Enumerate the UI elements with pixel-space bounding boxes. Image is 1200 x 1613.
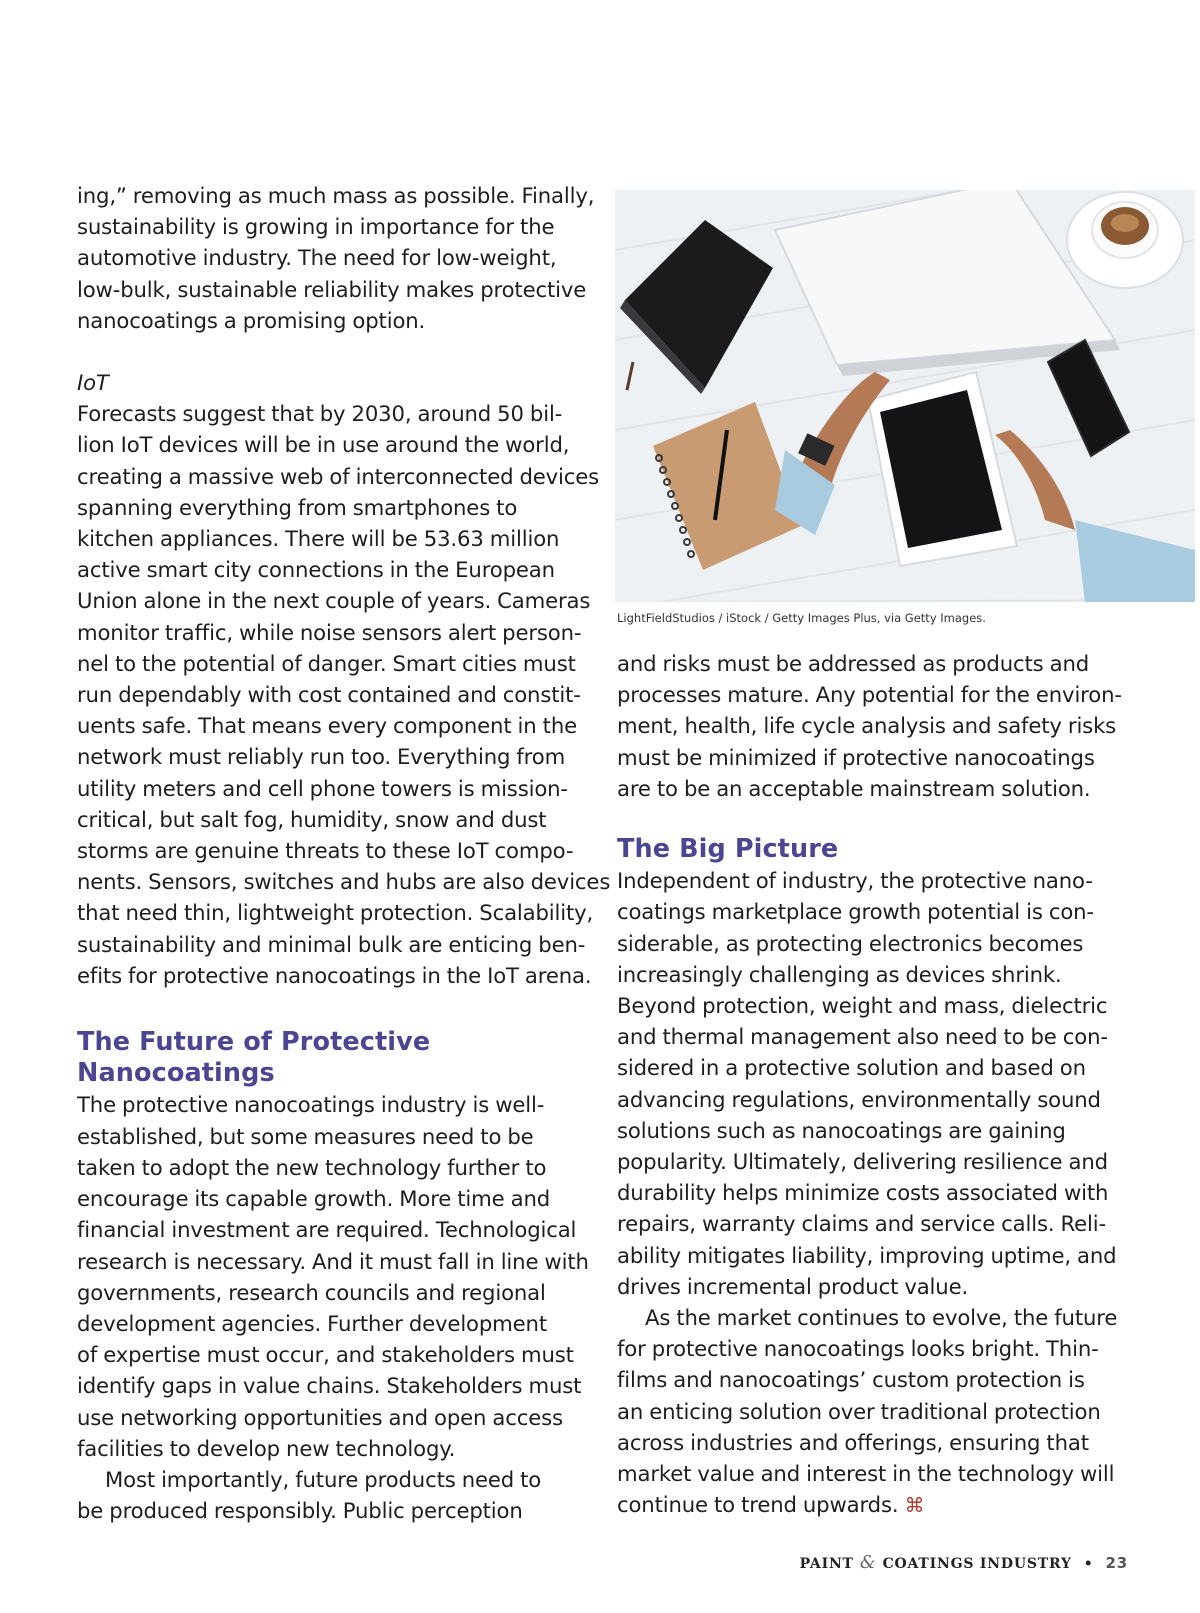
text-line: The protective nanocoatings industry is well- xyxy=(77,1092,545,1118)
text-line: siderable, as protecting electronics becomes xyxy=(617,930,1084,956)
text-line: popularity. Ultimately, delivering resilience and xyxy=(617,1149,1108,1175)
text-line: Most importantly, future products need to xyxy=(105,1466,542,1492)
big-picture-heading: The Big Picture xyxy=(617,834,839,865)
text-line: utility meters and cell phone towers is mission- xyxy=(77,775,568,801)
magazine-name-ampersand: & xyxy=(859,1552,877,1573)
text-line: ing,” removing as much mass as possible. Finally, xyxy=(77,183,595,208)
text-line: identify gaps in value chains. Stakeholders must xyxy=(77,1373,582,1399)
text-line: facilities to develop new technology. xyxy=(77,1435,456,1461)
desk-photo xyxy=(615,190,1195,602)
text-line: sustainability is growing in importance for the xyxy=(77,214,555,240)
text-line: films and nanocoatings’ custom protection is xyxy=(617,1367,1085,1393)
text-line: are to be an acceptable mainstream solution. xyxy=(617,775,1091,801)
text-line: research is necessary. And it must fall in line with xyxy=(77,1248,589,1274)
text-line: automotive industry. The need for low-weight, xyxy=(77,245,557,271)
text-line: of expertise must occur, and stakeholders must xyxy=(77,1342,574,1368)
text-line: must be minimized if protective nanocoatings xyxy=(617,744,1095,770)
important-paragraph xyxy=(77,1464,582,1526)
text-line: drives incremental product value. xyxy=(617,1273,969,1299)
text-line: uents safe. That means every component in the xyxy=(77,713,577,739)
text-line: kitchen appliances. There will be 53.63 million xyxy=(77,526,560,552)
end-mark-icon: ⌘ xyxy=(904,1493,925,1518)
future-heading-line2: Nanocoatings xyxy=(77,1058,275,1089)
future-heading-line1: The Future of Protective xyxy=(77,1027,431,1058)
text-line: network must reliably run too. Everything from xyxy=(77,744,566,770)
right-column xyxy=(617,190,1122,1521)
text-line: advancing regulations, environmentally sound xyxy=(617,1086,1101,1112)
text-line: durability helps minimize costs associated with xyxy=(617,1180,1109,1206)
text-line: coatings marketplace growth potential is con- xyxy=(617,899,1094,925)
iot-paragraph xyxy=(77,398,611,991)
text-line: across industries and offerings, ensuring that xyxy=(617,1429,1089,1455)
text-line: critical, but salt fog, humidity, snow and dust xyxy=(77,806,547,832)
future-heading xyxy=(77,1027,582,1089)
text-line: Independent of industry, the protective nano- xyxy=(617,868,1093,894)
market-last-line-text: continue to trend upwards. xyxy=(617,1492,899,1518)
text-line: processes mature. Any potential for the environ- xyxy=(617,682,1122,708)
text-line: encourage its capable growth. More time and xyxy=(77,1186,551,1212)
text-line: nents. Sensors, switches and hubs are also devices xyxy=(77,869,611,895)
market-paragraph xyxy=(617,1302,1122,1489)
text-line: solutions such as nanocoatings are gaining xyxy=(617,1117,1066,1143)
text-line: ability mitigates liability, improving uptime, and xyxy=(617,1242,1117,1268)
text-line: development agencies. Further development xyxy=(77,1310,547,1336)
text-line: creating a massive web of interconnected devices xyxy=(77,463,600,489)
text-line: repairs, warranty claims and service calls. Reli- xyxy=(617,1211,1107,1237)
text-line: Beyond protection, weight and mass, dielectric xyxy=(617,993,1108,1019)
text-line: increasingly challenging as devices shrink. xyxy=(617,961,1062,987)
text-line: active smart city connections in the European xyxy=(77,557,555,583)
text-line: and risks must be addressed as products and xyxy=(617,651,1090,676)
magazine-name-part1: PAINT xyxy=(799,1556,854,1572)
text-line: sustainability and minimal bulk are enticing ben- xyxy=(77,931,586,957)
text-line: sidered in a protective solution and based on xyxy=(617,1055,1086,1081)
text-line: an enticing solution over traditional protection xyxy=(617,1398,1101,1424)
iot-subhead: IoT xyxy=(77,370,109,396)
text-line: monitor traffic, while noise sensors alert person- xyxy=(77,619,582,645)
text-line: that need thin, lightweight protection. Scalability, xyxy=(77,900,594,926)
intro-paragraph xyxy=(77,180,595,336)
text-line: nanocoatings a promising option. xyxy=(77,307,426,333)
text-line: As the market continues to evolve, the future xyxy=(645,1305,1118,1331)
big-picture-paragraph xyxy=(617,865,1122,1302)
text-line: financial investment are required. Technological xyxy=(77,1217,577,1243)
desk-photo-illustration xyxy=(615,190,1195,602)
text-line: lion IoT devices will be in use around the world, xyxy=(77,432,570,458)
page-number: 23 xyxy=(1105,1554,1128,1572)
text-line: for protective nanocoatings looks bright. Thin- xyxy=(617,1336,1099,1362)
future-paragraph xyxy=(77,1089,589,1463)
page-footer xyxy=(800,1552,1128,1573)
left-column xyxy=(77,180,611,1526)
text-line: governments, research councils and regional xyxy=(77,1279,546,1305)
text-line: Forecasts suggest that by 2030, around 50 bil- xyxy=(77,401,563,427)
text-line: established, but some measures need to be xyxy=(77,1123,534,1149)
risks-paragraph xyxy=(617,648,1122,804)
text-line: run dependably with cost contained and constit- xyxy=(77,682,581,708)
text-line: storms are genuine threats to these IoT compo- xyxy=(77,838,574,864)
text-line: low-bulk, sustainable reliability makes protective xyxy=(77,276,587,302)
text-line: taken to adopt the new technology further to xyxy=(77,1154,547,1180)
text-line: spanning everything from smartphones to xyxy=(77,494,518,520)
text-line: nel to the potential of danger. Smart cities must xyxy=(77,650,576,676)
photo-caption: LightFieldStudios / iStock / Getty Images Plus, via Getty Images. xyxy=(617,611,986,625)
market-last-line xyxy=(617,1489,1122,1521)
text-line: ment, health, life cycle analysis and safety risks xyxy=(617,713,1117,739)
text-line: Union alone in the next couple of years. Cameras xyxy=(77,588,591,614)
footer-bullet: • xyxy=(1083,1556,1094,1572)
text-line: use networking opportunities and open access xyxy=(77,1404,563,1430)
text-line: and thermal management also need to be con- xyxy=(617,1024,1108,1050)
text-line: be produced responsibly. Public perception xyxy=(77,1498,523,1524)
text-line: efits for protective nanocoatings in the IoT arena. xyxy=(77,962,592,988)
text-line: market value and interest in the technology will xyxy=(617,1461,1115,1487)
magazine-name-part2: COATINGS INDUSTRY xyxy=(882,1556,1072,1572)
